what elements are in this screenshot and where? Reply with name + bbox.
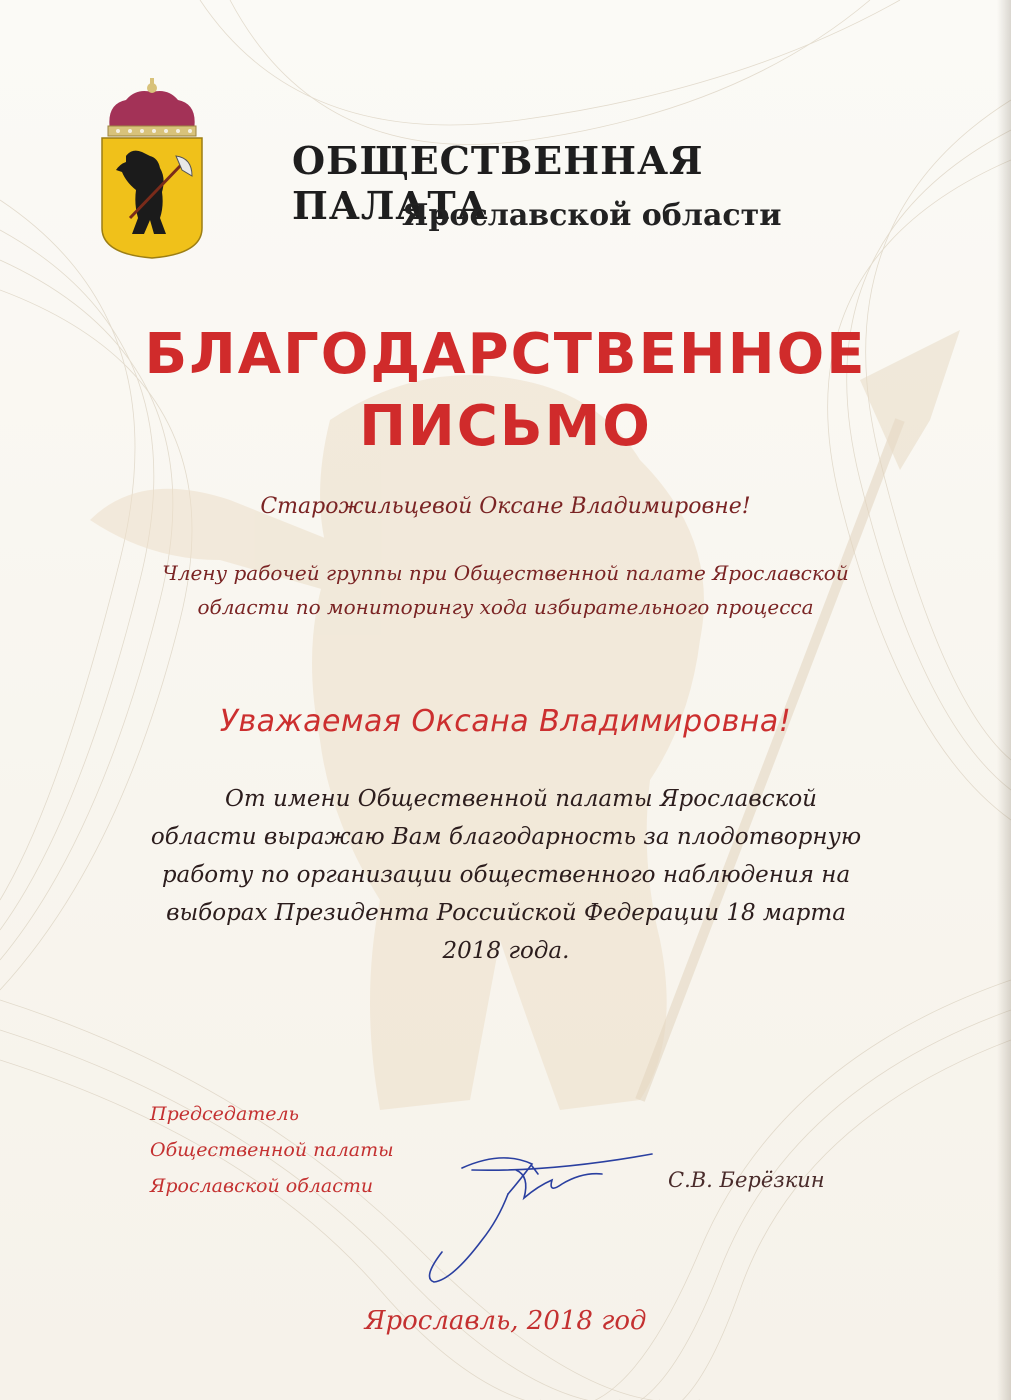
recipient-name: Старожильцевой Оксане Владимировне!	[260, 494, 751, 519]
place-and-date: Ярославль, 2018 год	[364, 1306, 647, 1336]
signatory-position-line1: Председатель	[150, 1103, 299, 1125]
yaroslavl-coat-of-arms-icon	[96, 78, 208, 260]
letter-body	[150, 780, 862, 970]
letter-body-line5: 2018 года.	[442, 938, 570, 964]
organization-title: ОБЩЕСТВЕННАЯ ПАЛАТА	[292, 138, 704, 228]
signatory-position-line3: Ярославской области	[150, 1175, 374, 1197]
letter-body-line3: работу по организации общественного наблюдения на	[161, 862, 851, 888]
recipient-role-line2: области по мониторингу хода избирательного процесса	[197, 595, 814, 619]
recipient-role	[0, 556, 1011, 624]
greeting: Уважаемая Оксана Владимировна!	[219, 704, 792, 739]
signatory-position-line2: Общественной палаты	[150, 1139, 394, 1161]
signatory-name: С.В. Берёзкин	[668, 1168, 825, 1192]
recipient-role-line1: Члену рабочей группы при Общественной палате Ярославской	[162, 561, 849, 585]
document-title-line2: ПИСЬМО	[359, 394, 652, 459]
letter-body-line1: От имени Общественной палаты Ярославской	[224, 786, 817, 812]
letter-body-line2: области выражаю Вам благодарность за плодотворную	[150, 824, 862, 850]
page-edge-shadow	[997, 0, 1011, 1400]
organization-region: Ярославской области	[402, 198, 782, 233]
signatory-position	[150, 1096, 450, 1204]
handwritten-signature-icon	[412, 1140, 672, 1290]
letter-body-line4: выборах Президента Российской Федерации 18 марта	[166, 900, 846, 926]
document-title-line1: БЛАГОДАРСТВЕННОЕ	[144, 322, 867, 387]
